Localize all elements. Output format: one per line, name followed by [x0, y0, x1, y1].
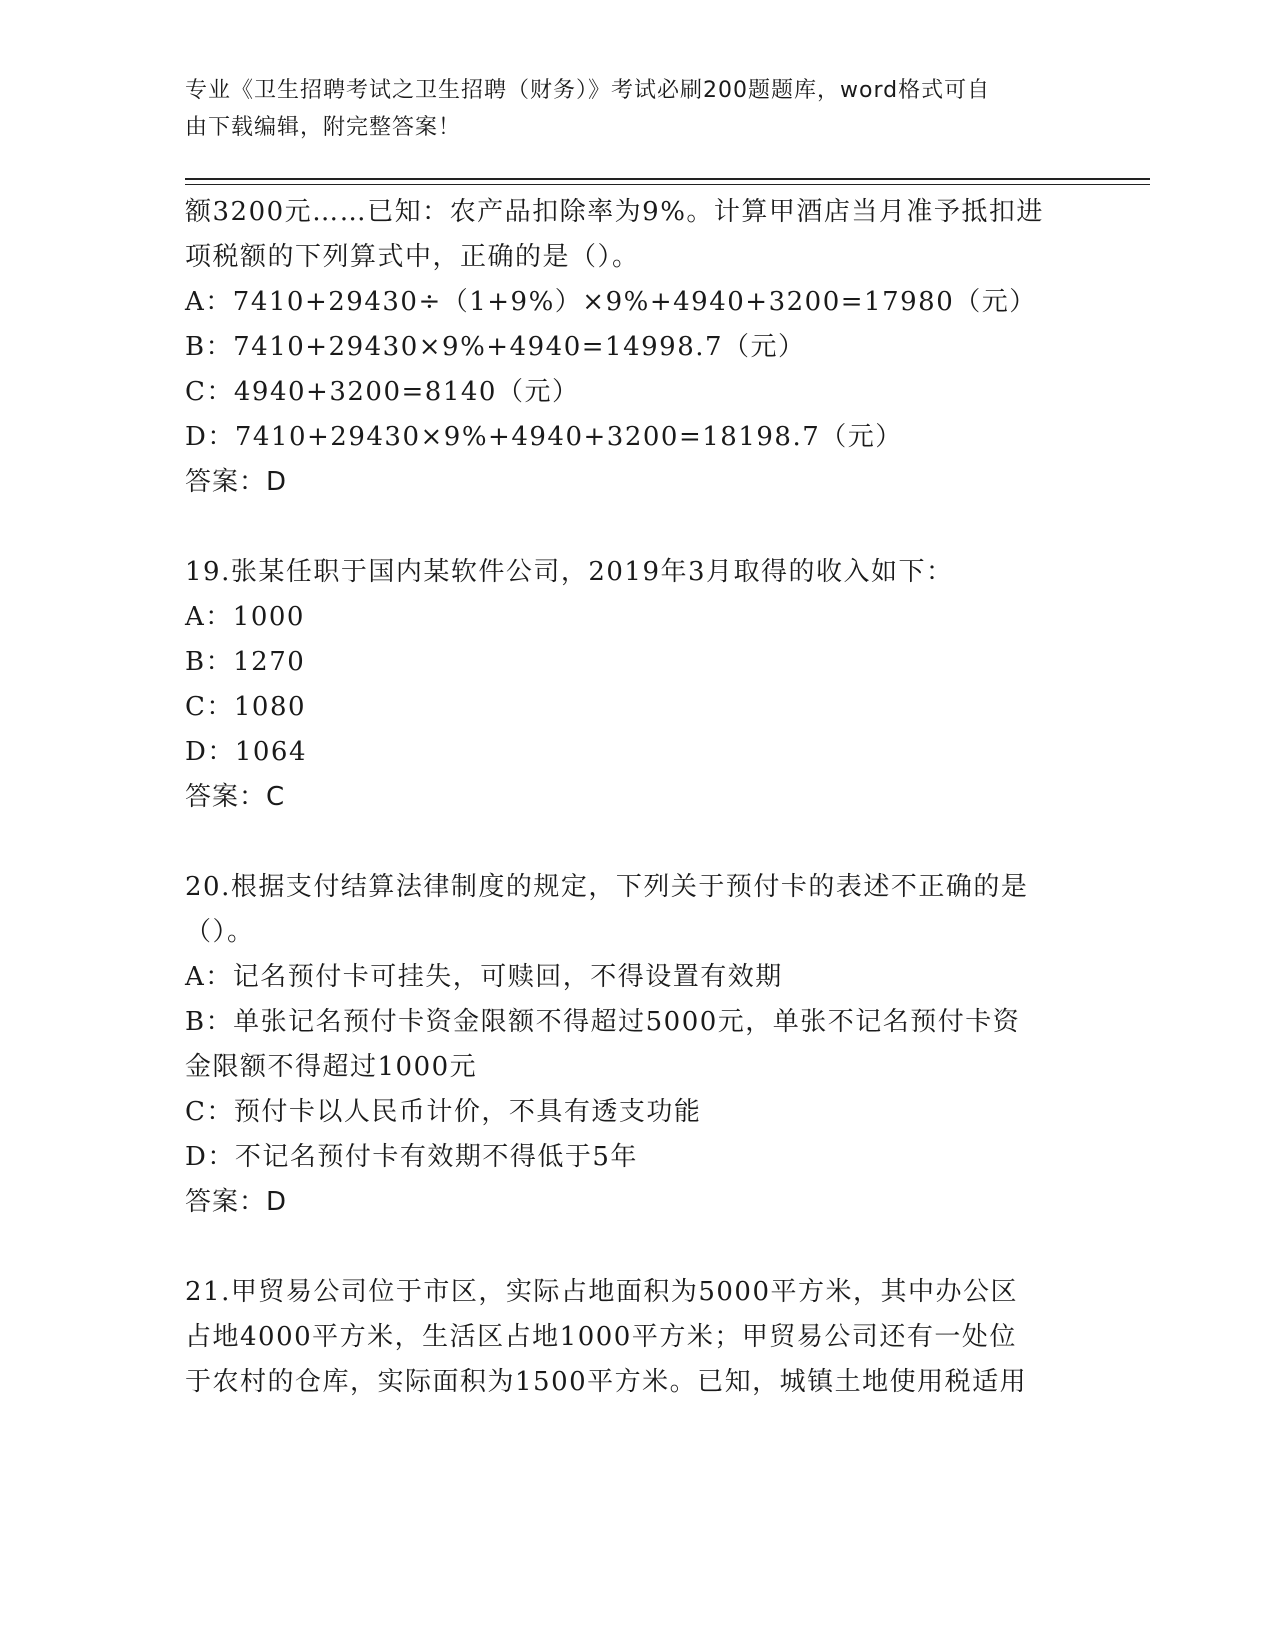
page-header [185, 72, 1065, 146]
question-21 [185, 1270, 1085, 1405]
option-b: B：单张记名预付卡资金限额不得超过5000元，单张不记名预付卡资 [185, 1007, 1021, 1037]
header-title-line-2: 由下载编辑，附完整答案！ [185, 115, 462, 140]
option-d: D：1064 [185, 737, 308, 767]
question-stem-line: 占地4000平方米，生活区占地1000平方米；甲贸易公司还有一处位 [185, 1322, 1017, 1352]
spacer [185, 1225, 1085, 1270]
option-b-continued: 金限额不得超过1000元 [185, 1052, 478, 1082]
question-20 [185, 865, 1085, 1225]
option-c: C：4940+3200=8140（元） [185, 377, 580, 407]
question-stem-line: 项税额的下列算式中，正确的是（）。 [185, 242, 640, 272]
option-c: C：1080 [185, 692, 307, 722]
option-a: A：7410+29430÷（1+9%）×9%+4940+3200=17980（元） [185, 287, 1037, 317]
question-stem-line: 于农村的仓库，实际面积为1500平方米。已知，城镇土地使用税适用 [185, 1367, 1028, 1397]
header-divider-thin [185, 184, 1150, 185]
question-stem-line: 21.甲贸易公司位于市区，实际占地面积为5000平方米，其中办公区 [185, 1277, 1019, 1307]
option-a: A：记名预付卡可挂失，可赎回，不得设置有效期 [185, 962, 783, 992]
option-b: B：7410+29430×9%+4940=14998.7（元） [185, 332, 806, 362]
option-d: D：7410+29430×9%+4940+3200=18198.7（元） [185, 422, 903, 452]
question-stem-line: （）。 [185, 917, 255, 947]
question-content [185, 190, 1085, 1405]
header-title-line-1: 专业《卫生招聘考试之卫生招聘（财务）》考试必刷200题题库，word格式可自 [185, 78, 991, 103]
spacer [185, 820, 1085, 865]
option-c: C：预付卡以人民币计价，不具有透支功能 [185, 1097, 702, 1127]
option-a: A：1000 [185, 602, 305, 632]
option-d: D：不记名预付卡有效期不得低于5年 [185, 1142, 638, 1172]
option-b: B：1270 [185, 647, 306, 677]
question-stem-line: 19.张某任职于国内某软件公司，2019年3月取得的收入如下： [185, 557, 954, 587]
question-stem-line: 20.根据支付结算法律制度的规定，下列关于预付卡的表述不正确的是 [185, 872, 1029, 902]
header-divider-thick [185, 178, 1150, 180]
spacer [185, 505, 1085, 550]
answer-line: 答案：D [185, 1187, 288, 1217]
question-stem-line: 额3200元……已知：农产品扣除率为9%。计算甲酒店当月准予抵扣进 [185, 197, 1044, 227]
question-18 [185, 190, 1085, 505]
answer-line: 答案：C [185, 782, 286, 812]
answer-line: 答案：D [185, 467, 288, 497]
question-19 [185, 550, 1085, 820]
